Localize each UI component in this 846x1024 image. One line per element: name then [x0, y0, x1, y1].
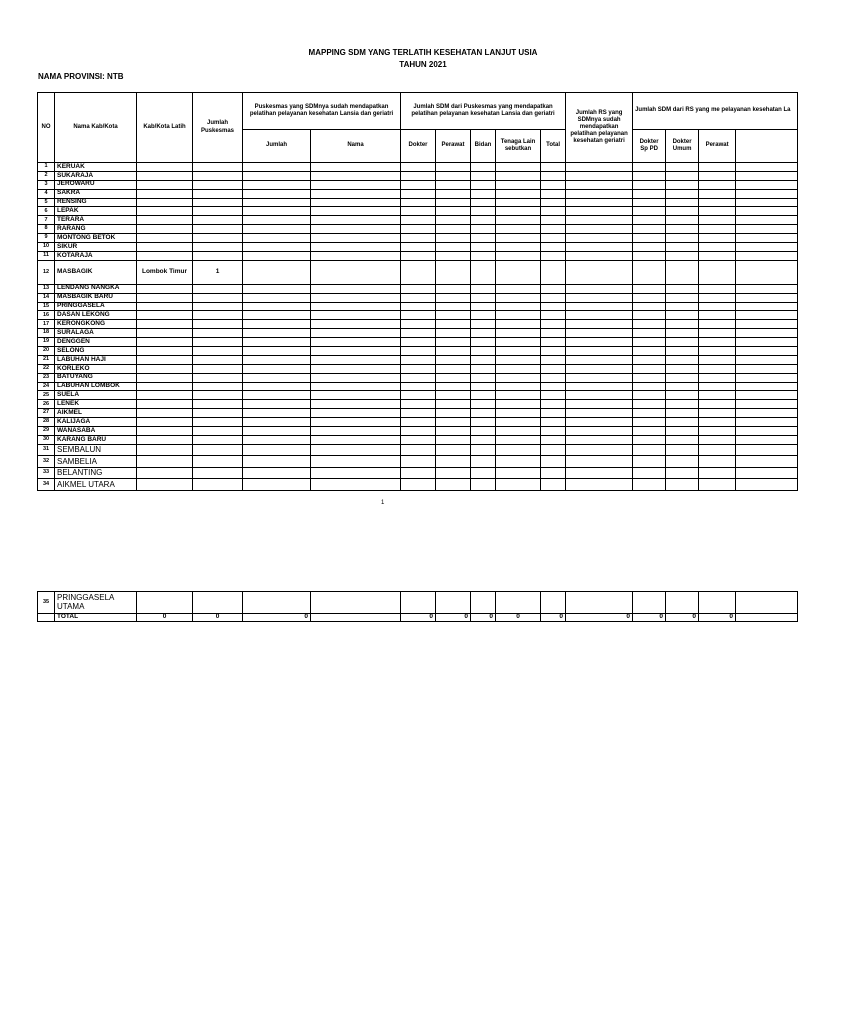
row-kab-latih: [137, 207, 193, 216]
row-no: 1: [38, 163, 55, 172]
row-name: SAKRA: [55, 189, 137, 198]
table-row: [38, 409, 798, 418]
row-kab-latih: [137, 234, 193, 243]
row-jumlah-puskesmas: [193, 444, 243, 456]
table-row: [38, 163, 798, 172]
header-dokter-umum: Dokter Umum: [666, 130, 699, 163]
row-no: 30: [38, 435, 55, 444]
row-jumlah-puskesmas: [193, 479, 243, 491]
row-kab-latih: [137, 311, 193, 320]
total-kab: 0: [137, 614, 193, 622]
row-name: KOTARAJA: [55, 251, 137, 260]
row-kab-latih: [137, 418, 193, 427]
row-name: AIKMEL UTARA: [55, 479, 137, 491]
table-row: [38, 400, 798, 409]
row-jumlah-puskesmas: [193, 251, 243, 260]
row-name: SUKARAJA: [55, 171, 137, 180]
row-jumlah-puskesmas: [193, 435, 243, 444]
header-sdm-group: Jumlah SDM dari Puskesmas yang mendapatkan pelatihan pelayanan kesehatan Lansia dan geriatri: [401, 93, 566, 130]
row-kab-latih: [137, 435, 193, 444]
row-kab-latih: [137, 216, 193, 225]
row-name: PRINGGASELA: [55, 302, 137, 311]
row-jumlah-puskesmas: [193, 418, 243, 427]
table-row: [38, 311, 798, 320]
row-jumlah-puskesmas: [193, 338, 243, 347]
header-dokter-sppd: Dokter Sp PD: [633, 130, 666, 163]
row-name: RENSING: [55, 198, 137, 207]
row-jumlah-puskesmas: [193, 382, 243, 391]
table-row: [38, 216, 798, 225]
row-jumlah-puskesmas: 1: [193, 260, 243, 284]
row-no: 27: [38, 409, 55, 418]
total-sppd: 0: [633, 614, 666, 622]
row-jumlah-puskesmas: [193, 207, 243, 216]
header-total: Total: [541, 130, 566, 163]
row-jumlah-puskesmas: [193, 320, 243, 329]
row-jumlah-puskesmas: [193, 355, 243, 364]
table-row: [38, 189, 798, 198]
table-row: [38, 302, 798, 311]
row-jumlah-puskesmas: [193, 198, 243, 207]
row-name: LENDANG NANGKA: [55, 284, 137, 293]
row-no: 9: [38, 234, 55, 243]
row-jumlah-puskesmas: [193, 456, 243, 468]
row-kab-latih: [137, 198, 193, 207]
header-tenaga-lain: Tenaga Lain sebutkan: [496, 130, 541, 163]
table-row: [38, 382, 798, 391]
row-no: 11: [38, 251, 55, 260]
table-row: [38, 347, 798, 356]
row-jumlah-puskesmas: [193, 293, 243, 302]
table-row: [38, 243, 798, 252]
document-title: MAPPING SDM YANG TERLATIH KESEHATAN LANJUT USIA: [308, 48, 538, 57]
row-no: 3: [38, 180, 55, 189]
table-row: [38, 373, 798, 382]
row-jumlah-puskesmas: [193, 364, 243, 373]
total-bidan: 0: [471, 614, 496, 622]
table-row: [38, 320, 798, 329]
row-no: 22: [38, 364, 55, 373]
total-perawat2: 0: [699, 614, 736, 622]
province-label: NAMA PROVINSI: NTB: [38, 72, 124, 81]
row-kab-latih: [137, 382, 193, 391]
row-name: SURALAGA: [55, 329, 137, 338]
row-name: SIKUR: [55, 243, 137, 252]
row-no: 18: [38, 329, 55, 338]
continuation-table-frame: [37, 591, 768, 623]
total-dokter: 0: [401, 614, 436, 622]
header-nama: Nama Kab/Kota: [55, 93, 137, 163]
row-kab-latih: Lombok Timur: [137, 260, 193, 284]
row-kab-latih: [137, 180, 193, 189]
row-jumlah-puskesmas: [193, 391, 243, 400]
row-no: 29: [38, 427, 55, 436]
row-name: SAMBELIA: [55, 456, 137, 468]
row-no: 16: [38, 311, 55, 320]
table-row: [38, 293, 798, 302]
row-no: 26: [38, 400, 55, 409]
row-jumlah-puskesmas: [193, 467, 243, 479]
header-bidan: Bidan: [471, 130, 496, 163]
row-no: 2: [38, 171, 55, 180]
row-name: RARANG: [55, 225, 137, 234]
row-name: MASBAGIK: [55, 260, 137, 284]
total-rs: 0: [566, 614, 633, 622]
row-no: 17: [38, 320, 55, 329]
table-row: [38, 435, 798, 444]
table-row: [38, 456, 798, 468]
row-name: MASBAGIK BARU: [55, 293, 137, 302]
table-row: [38, 391, 798, 400]
total-label: TOTAL: [55, 614, 137, 622]
row-no: 33: [38, 467, 55, 479]
row-kab-latih: [137, 456, 193, 468]
row-name: DENGGEN: [55, 338, 137, 347]
row-kab-latih: [137, 320, 193, 329]
row-name: KARANG BARU: [55, 435, 137, 444]
row-no: 19: [38, 338, 55, 347]
total-lain: 0: [496, 614, 541, 622]
row-name: KORLEKO: [55, 364, 137, 373]
header-nama-col: Nama: [311, 130, 401, 163]
row-jumlah-puskesmas: [193, 216, 243, 225]
row-no: 25: [38, 391, 55, 400]
row-name: LENEK: [55, 400, 137, 409]
table-row: [38, 444, 798, 456]
row-kab-latih: [137, 302, 193, 311]
row-jumlah-puskesmas: [193, 409, 243, 418]
row-kab-latih: [137, 347, 193, 356]
row-name: LABUHAN LOMBOK: [55, 382, 137, 391]
table-row: [38, 180, 798, 189]
total-total: 0: [541, 614, 566, 622]
header-puskesmas-group: Puskesmas yang SDMnya sudah mendapatkan pelatihan pelayanan kesehatan Lansia dan geriatri: [243, 93, 401, 130]
row-no: 23: [38, 373, 55, 382]
row-no: 10: [38, 243, 55, 252]
row-no: 5: [38, 198, 55, 207]
row-jumlah-puskesmas: [193, 171, 243, 180]
row-kab-latih: [137, 400, 193, 409]
row-kab-latih: [137, 293, 193, 302]
row-jumlah-puskesmas: [193, 243, 243, 252]
row-kab-latih: [137, 171, 193, 180]
table-row: [38, 364, 798, 373]
row-kab-latih: [137, 355, 193, 364]
table-row: [38, 284, 798, 293]
row-jumlah-puskesmas: [193, 302, 243, 311]
row-kab-latih: [137, 467, 193, 479]
row-no: 12: [38, 260, 55, 284]
row-kab-latih: [137, 284, 193, 293]
row-no: 24: [38, 382, 55, 391]
row-no: 15: [38, 302, 55, 311]
row-no: 28: [38, 418, 55, 427]
row-name: KERUAK: [55, 163, 137, 172]
row-kab-latih: [137, 251, 193, 260]
table-row: [38, 338, 798, 347]
table-row: [38, 225, 798, 234]
row-no: 32: [38, 456, 55, 468]
row-no: 20: [38, 347, 55, 356]
row-name: BATUYANG: [55, 373, 137, 382]
total-row: [38, 614, 798, 622]
row-name: SEMBALUN: [55, 444, 137, 456]
row-no: 7: [38, 216, 55, 225]
table-row: [38, 418, 798, 427]
header-dokter: Dokter: [401, 130, 436, 163]
table-row: [38, 427, 798, 436]
header-no: NO: [38, 93, 55, 163]
row-jumlah-puskesmas: [193, 400, 243, 409]
total-perawat: 0: [436, 614, 471, 622]
table-row: [38, 171, 798, 180]
row-name: MONTONG BETOK: [55, 234, 137, 243]
row-kab-latih: [137, 444, 193, 456]
row-jumlah-puskesmas: [193, 329, 243, 338]
row-name: TERARA: [55, 216, 137, 225]
row-name: LABUHAN HAJI: [55, 355, 137, 364]
row-no: 35: [38, 592, 55, 614]
row-jumlah-puskesmas: [193, 347, 243, 356]
table-row: [38, 592, 798, 614]
row-kab-latih: [137, 243, 193, 252]
row-jumlah-puskesmas: [193, 311, 243, 320]
row-name: JEROWARU: [55, 180, 137, 189]
row-name: LEPAK: [55, 207, 137, 216]
row-kab-latih: [137, 338, 193, 347]
row-jumlah-puskesmas: [193, 234, 243, 243]
row-no: 13: [38, 284, 55, 293]
row-jumlah-puskesmas: [193, 284, 243, 293]
header-jumlah-puskesmas: Jumlah Puskesmas: [193, 93, 243, 163]
table-row: [38, 234, 798, 243]
row-kab-latih: [137, 189, 193, 198]
row-name: DASAN LEKONG: [55, 311, 137, 320]
total-umum: 0: [666, 614, 699, 622]
row-no: 6: [38, 207, 55, 216]
row-kab-latih: [137, 427, 193, 436]
header-jumlah: Jumlah: [243, 130, 311, 163]
page-number: 1: [381, 500, 385, 506]
row-no: 8: [38, 225, 55, 234]
header-perawat: Perawat: [436, 130, 471, 163]
row-name: PRINGGASELA UTAMA: [55, 592, 137, 614]
row-jumlah-puskesmas: [193, 189, 243, 198]
table-row: [38, 207, 798, 216]
table-row: [38, 355, 798, 364]
table-row: [38, 467, 798, 479]
row-name: SUELA: [55, 391, 137, 400]
table-row: [38, 198, 798, 207]
table-row: [38, 260, 798, 284]
table-row: [38, 329, 798, 338]
main-table-frame: [37, 92, 791, 489]
row-jumlah-puskesmas: [193, 163, 243, 172]
header-rs-sdm-group: Jumlah SDM dari RS yang me pelayanan kesehatan La: [633, 93, 798, 130]
total-jumlah: 0: [243, 614, 311, 622]
header-kab-latih: Kab/Kota Latih: [137, 93, 193, 163]
table-row: [38, 251, 798, 260]
row-kab-latih: [137, 364, 193, 373]
row-name: WANASABA: [55, 427, 137, 436]
header-rs: Jumlah RS yang SDMnya sudah mendapatkan pelatihan pelayanan kesehatan geriatri: [566, 93, 633, 163]
row-no: 31: [38, 444, 55, 456]
mapping-table: [37, 92, 798, 491]
row-name: KERONGKONG: [55, 320, 137, 329]
row-kab-latih: [137, 409, 193, 418]
total-jml: 0: [193, 614, 243, 622]
row-kab-latih: [137, 391, 193, 400]
row-no: 14: [38, 293, 55, 302]
row-jumlah-puskesmas: [193, 373, 243, 382]
header-perawat2: Perawat: [699, 130, 736, 163]
row-name: AIKMEL: [55, 409, 137, 418]
row-no: 4: [38, 189, 55, 198]
row-jumlah-puskesmas: [193, 225, 243, 234]
row-kab-latih: [137, 329, 193, 338]
row-kab-latih: [137, 373, 193, 382]
row-kab-latih: [137, 163, 193, 172]
row-jumlah-puskesmas: [193, 427, 243, 436]
row-no: 21: [38, 355, 55, 364]
document-year: TAHUN 2021: [399, 60, 447, 69]
row-kab-latih: [137, 225, 193, 234]
row-name: KALIJAGA: [55, 418, 137, 427]
continuation-table: [37, 591, 798, 622]
row-kab-latih: [137, 479, 193, 491]
row-name: BELANTING: [55, 467, 137, 479]
table-row: [38, 479, 798, 491]
row-name: SELONG: [55, 347, 137, 356]
row-jumlah-puskesmas: [193, 180, 243, 189]
row-no: 34: [38, 479, 55, 491]
